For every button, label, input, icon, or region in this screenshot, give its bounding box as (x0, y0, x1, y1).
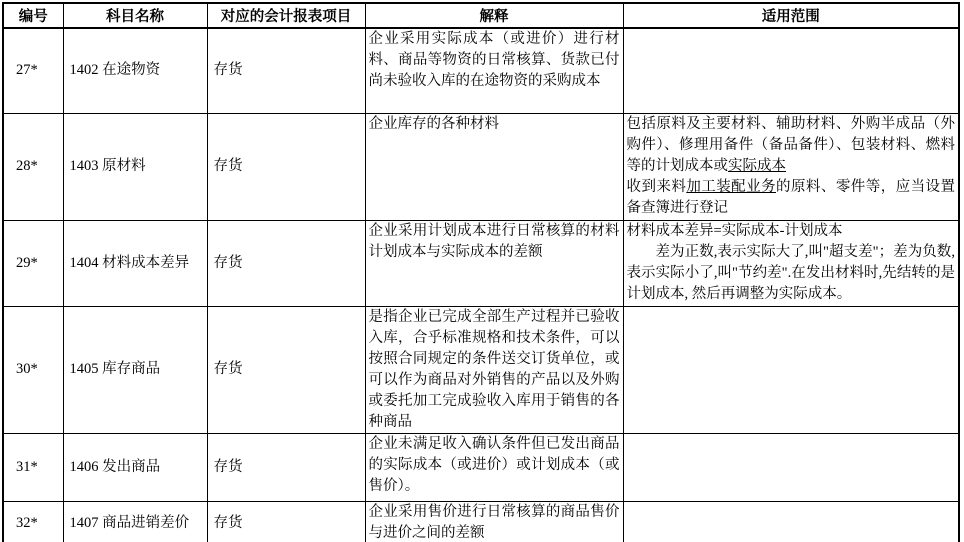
cell-explanation: 企业采用售价进行日常核算的商品售价与进价之间的差额 (365, 501, 623, 542)
cell-scope (623, 501, 959, 542)
cell-report-item: 存货 (207, 306, 365, 433)
accounting-subjects-table (2, 2, 960, 542)
cell-explanation: 是指企业已完成全部生产过程并已验收入库，合乎标准规格和技术条件，可以按照合同规定的条件送交订货单位，或可以作为商品对外销售的产品以及外购或委托加工完成验收入库用于销售的各种商品 (365, 306, 623, 433)
cell-scope (623, 306, 959, 433)
cell-subject-name: 1403 原材料 (63, 113, 207, 220)
cell-subject-name: 1405 库存商品 (63, 306, 207, 433)
header-row (3, 3, 959, 28)
cell-explanation: 企业采用计划成本进行日常核算的材料计划成本与实际成本的差额 (365, 220, 623, 306)
cell-scope (623, 433, 959, 501)
cell-report-item: 存货 (207, 113, 365, 220)
cell-number: 29* (3, 220, 63, 306)
table-row (3, 28, 959, 113)
table-row (3, 433, 959, 501)
cell-report-item: 存货 (207, 220, 365, 306)
cell-subject-name: 1406 发出商品 (63, 433, 207, 501)
table-row (3, 220, 959, 306)
cell-scope (623, 28, 959, 113)
cell-subject-name: 1404 材料成本差异 (63, 220, 207, 306)
cell-report-item: 存货 (207, 28, 365, 113)
header-report-item: 对应的会计报表项目 (207, 3, 365, 28)
header-scope: 适用范围 (623, 3, 959, 28)
cell-report-item: 存货 (207, 501, 365, 542)
cell-number: 32* (3, 501, 63, 542)
cell-explanation: 企业采用实际成本（或进价）进行材料、商品等物资的日常核算、货款已付尚未验收入库的在途物资的采购成本 (365, 28, 623, 113)
header-subject-name: 科目名称 (63, 3, 207, 28)
table-row (3, 306, 959, 433)
cell-report-item: 存货 (207, 433, 365, 501)
table-row (3, 113, 959, 220)
cell-scope: 材料成本差异=实际成本-计划成本 差为正数,表示实际大了,叫"超支差"；差为负数,表示实际小了,叫"节约差".在发出材料时,先结转的是计划成本, 然后再调整为实际成本。 (623, 220, 959, 306)
cell-explanation: 企业库存的各种材料 (365, 113, 623, 220)
cell-number: 28* (3, 113, 63, 220)
table-row (3, 501, 959, 542)
table-body (3, 28, 959, 542)
cell-subject-name: 1407 商品进销差价 (63, 501, 207, 542)
header-explanation: 解释 (365, 3, 623, 28)
cell-subject-name: 1402 在途物资 (63, 28, 207, 113)
cell-number: 31* (3, 433, 63, 501)
table-header (3, 3, 959, 28)
cell-explanation: 企业未满足收入确认条件但已发出商品的实际成本（或进价）或计划成本（或售价）。 (365, 433, 623, 501)
cell-number: 30* (3, 306, 63, 433)
header-number: 编号 (3, 3, 63, 28)
cell-scope: 包括原料及主要材料、辅助材料、外购半成品（外购件）、修理用备件（备品备件）、包装材料、燃料等的计划成本或实际成本 收到来料加工装配业务的原料、零件等，应当设置备查簿进行登记 (623, 113, 959, 220)
cell-number: 27* (3, 28, 63, 113)
